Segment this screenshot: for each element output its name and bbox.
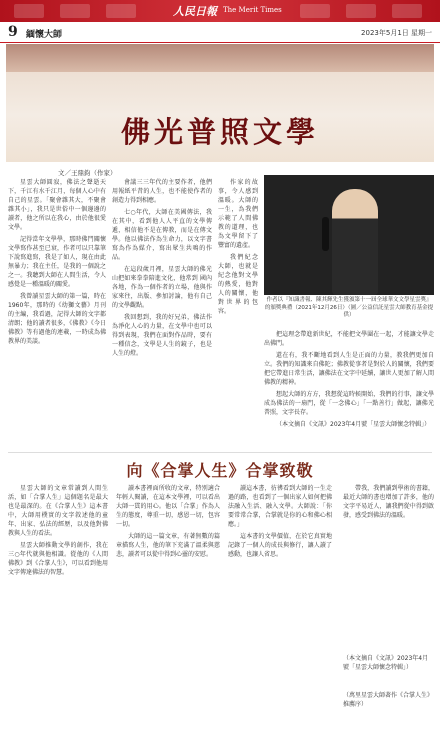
article2-column-4 bbox=[343, 484, 434, 523]
article-column-1 bbox=[8, 178, 106, 349]
speaker-figure bbox=[332, 189, 378, 295]
article-byline: 文／王鼎鈞（作家） bbox=[58, 169, 117, 177]
source-note-2: （本文摘自《文訊》2023年4月號「星雲大師懷念特輯」） bbox=[343, 655, 429, 671]
masthead-banner bbox=[0, 0, 440, 22]
section-divider bbox=[8, 452, 432, 453]
paragraph: 讀這本書，彷彿看到大師的一生走過的路，也看到了一個出家人如何把佛法融入生活、融入文學。大師說：「你要常常合掌，合掌就是你的心和佛心相應。」 bbox=[228, 485, 332, 528]
temple-roof-decoration bbox=[392, 4, 422, 18]
paragraph: 還在有，我不斷地看到人生是正面的力量，教我們更加自立。我們的知識來自佛陀；佛教從事者是對於人的關懷，我們要把它帶進日常生活，讓佛法在文字中延續，讓世人更加了解人間佛教的精神。 bbox=[264, 352, 434, 386]
article2-column-1 bbox=[8, 484, 108, 580]
paragraph: 記得當年文學學，那時佛門關懷文學寫作甚至已衰，作者可以只靠筆下說寫進寫，我是了如人，現在由此無暴力；我在主任，是我的一個說之之一。我聽到大師在人間生活，令人感覺是一種溫暖的關愛。 bbox=[8, 236, 106, 288]
section-name: 緬懷大師 bbox=[26, 30, 63, 40]
paragraph: 星雲大師推動文學的創作，我在三○年代就與他相識。從他的《人間佛教》到《合掌人生》，可以看到他用文字傳達佛法的智慧。 bbox=[8, 542, 108, 576]
issue-date: 2023年5月1日 星期一 bbox=[361, 29, 432, 37]
article-column-2 bbox=[112, 178, 212, 361]
paragraph: 大師的這一篇文章，有著無數的篇章描寫人生，他的筆下充滿了溫柔與慈悲，讀者可以從中得到心靈的安慰。 bbox=[116, 533, 220, 558]
hero-image bbox=[6, 44, 434, 162]
article-column-4 bbox=[264, 330, 434, 432]
paragraph: 把這理念帶進新世紀，不能把文學圍在一起，才能讓文學走出佛門。 bbox=[264, 331, 434, 347]
temple-roof-decoration bbox=[346, 4, 376, 18]
paragraph: 帶我，我們讀到學術的書籍，最近大師的書也增加了許多，他的文字平易近人，讓我們從中得到啟發，感受到佛法的溫暖。 bbox=[343, 485, 434, 519]
masthead-name-en: The Merit Times bbox=[223, 6, 282, 14]
paragraph: 我曾讀星雲大師的第一篇，時在1960年，那時的《幼獅文藝》月刊的主編，我看過，記得大師的文字都清朗；他的讀者很多，《佛教》《今日佛教》等有過他的連載，一時成為佛教界的美談。 bbox=[8, 293, 106, 345]
paragraph: 在這段歲月裡，星雲大師的佛光山把如來拳拳陪進文化，他常到 國內各地，作為一個作者的立場，他與作家來往，出版、參加討論，他有自己的文學觀點。 bbox=[112, 266, 212, 309]
temple-roof-decoration bbox=[106, 4, 136, 18]
paragraph: 我們紀念大師，也就是紀念他對文學的熱愛，他對人的關懷，他對世界的包容。 bbox=[218, 254, 258, 315]
photo-caption: 作者以『知識書報、陳其輝先生獲頒第十一屆全球華文文學星雲獎』的頒獎典禮（2021年12月26日）（圖／公益信託星雲大師教育基金提供） bbox=[264, 297, 434, 318]
paragraph: 作家的故事，令人感到溫暖。大師的一生，為我們示範了人間佛教的道理，也為文學留下了豐富的遺產。 bbox=[218, 179, 258, 249]
temple-roof-decoration bbox=[60, 4, 90, 18]
temple-roof-decoration bbox=[300, 4, 330, 18]
paragraph: 七○年代，大師在美國傳法，我在其中，看到他人人平直的文學傳遞，相信他不是在傳教，而是在傳文學。他以佛法作為生命力，以文字書寫為作為媒介，寫出眾生共鳴的作品。 bbox=[112, 209, 212, 261]
article2-column-2 bbox=[116, 484, 220, 562]
page-number: 9 bbox=[8, 24, 18, 40]
source-note: （本文摘自《文訊》2023年4月號「星雲大師懷念特輯」） bbox=[276, 421, 431, 428]
closing-note: （萬里星雲大師著作《合掌人生》推薦序） bbox=[343, 692, 434, 708]
paragraph: 星雲大師圓寂，佛法之聲逝天下，千江有水千江月，每個人心中有自己的星雲。「聚會雜其大，不聚會雜其小」，我只是世俗中一個邊邊的讀者，他之所以在我心，由於他很愛文學。 bbox=[8, 179, 106, 231]
article2-column-3 bbox=[228, 484, 332, 562]
article-title-2: 向《合掌人生》合掌致敬 bbox=[126, 461, 314, 480]
paragraph: 星雲大師的文章常讀到人間生活，如「合掌人生」這個題名是最大也是最深的。在《合掌人生》這本書中，大師用樸實的文字敘述他的童年、出家、弘法的經歷，以及他對佛教與人生的看法。 bbox=[8, 485, 108, 537]
paragraph: 會議三三年代的主要作者，他們用報紙平昔的人生，也不能使作者的創造力得到相應。 bbox=[112, 179, 212, 204]
temple-roof-decoration bbox=[14, 4, 44, 18]
article-column-3 bbox=[218, 178, 258, 319]
temple-eave-image bbox=[6, 44, 434, 72]
author-photo bbox=[264, 175, 434, 295]
masthead-name: 人民日報 bbox=[173, 5, 217, 18]
paragraph: 我回想到，我的好兄弟，佛法作為淨化人心的力量，在文學中也可以得到表現，我們在面對作品時，要有一種信念，文學是人生的鏡子，也是人生的燈。 bbox=[112, 314, 212, 357]
page-header bbox=[0, 24, 440, 43]
paragraph: 想起大師的方方，我想從這時候開始，我們的行事，讓文學成為佛法的一扇門，從「一念佛心」「一點善行」做起，讓佛光普照，文字長存。 bbox=[264, 391, 434, 416]
paragraph: 這本書的文學價值，在於它真實地記錄了一個人的成長與修行，讓人讀了感動，也讓人省思。 bbox=[228, 533, 332, 558]
microphone-icon bbox=[322, 217, 329, 251]
article-title: 佛光普照文學 bbox=[120, 115, 319, 149]
paragraph: 讀本書裡面所收的文章，特別適合年輕人閱讀，在這本文學裡，可以看出大師一貫的用心。他以「合掌」作為人生的態度，尊重一切，感恩一切，包容一切。 bbox=[116, 485, 220, 528]
